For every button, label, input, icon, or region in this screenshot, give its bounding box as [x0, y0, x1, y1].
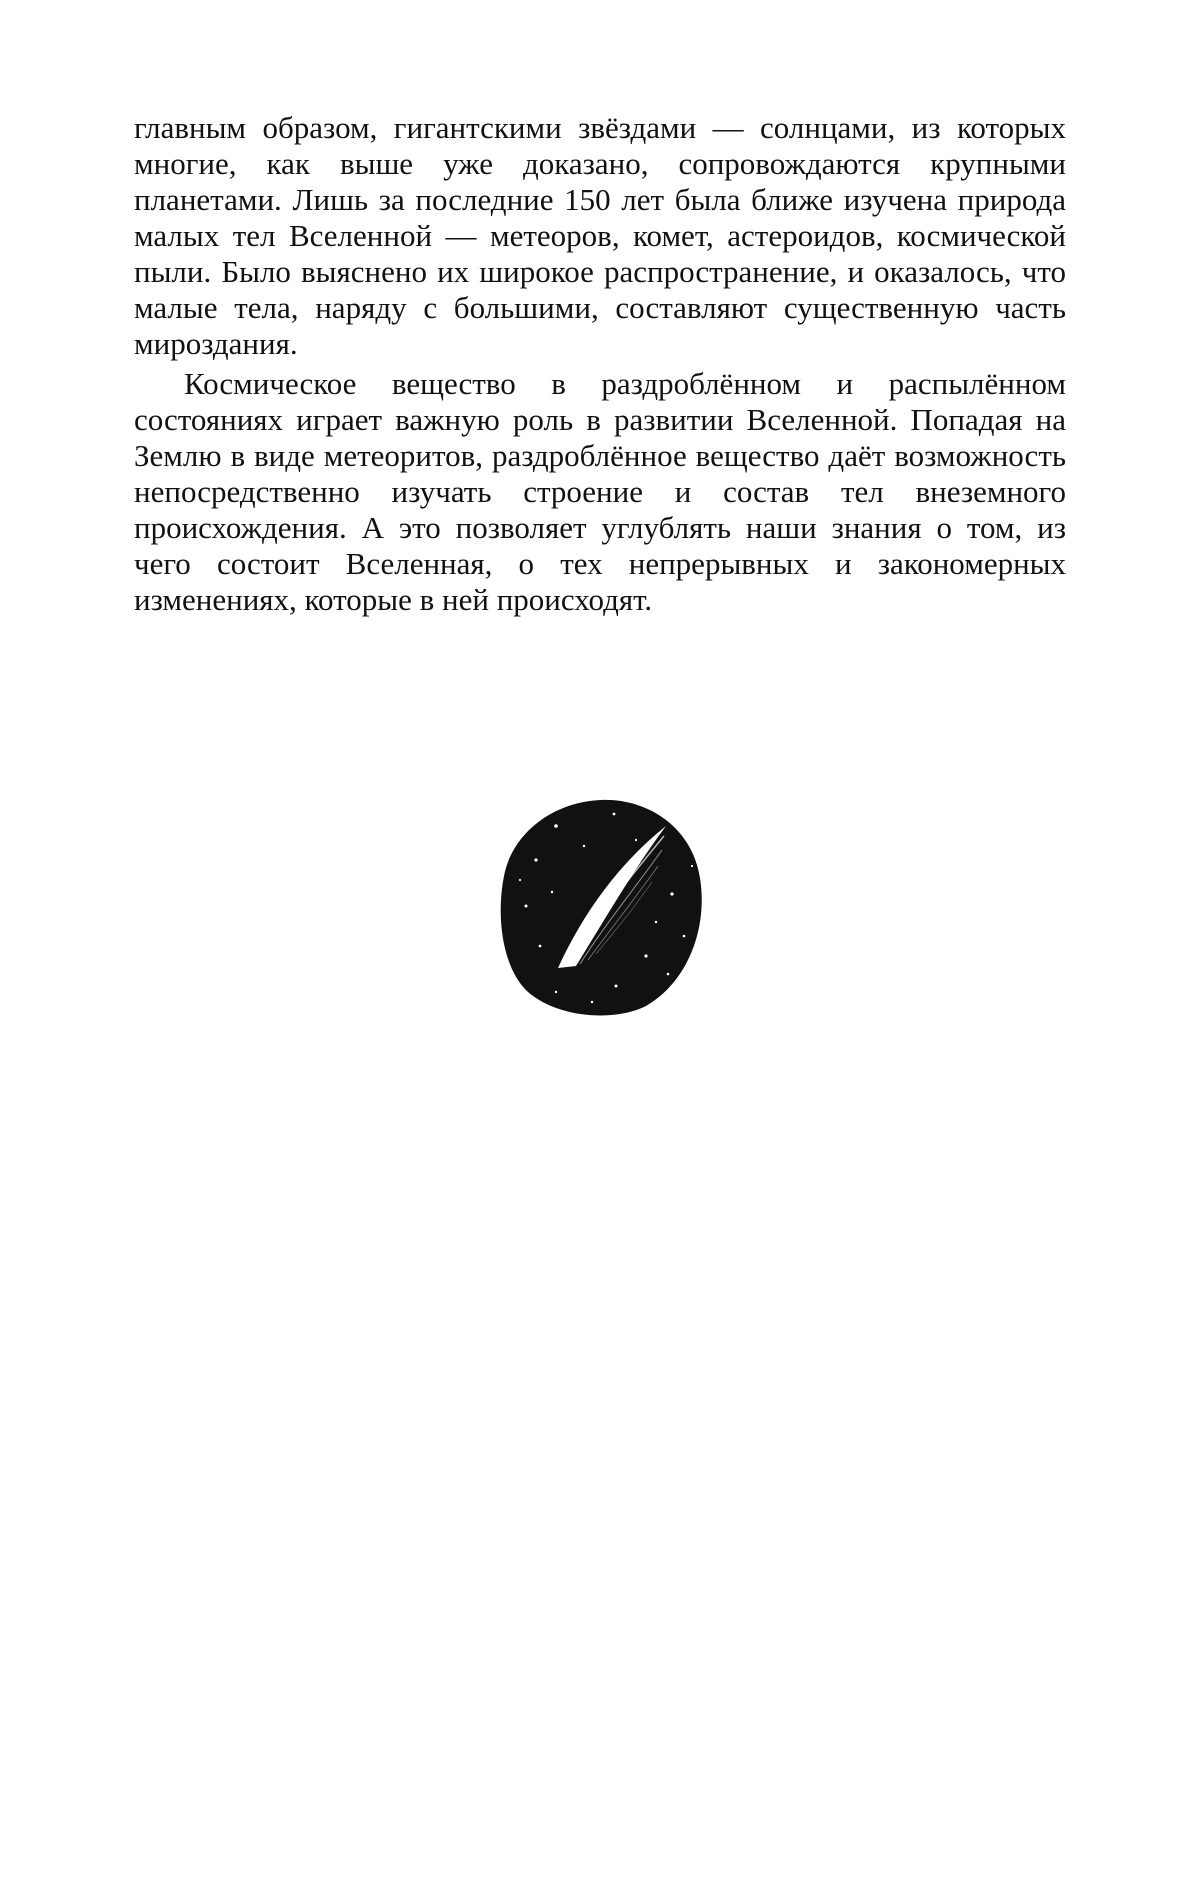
paragraph-2: Космическое вещество в раздроблённом и распылённом состояниях играет важную роль в развитии Вселенной. Попадая на Землю в виде метеоритов, раздроблённое вещество даёт возможность непосредственно изучать строение и состав тел внеземного происхождения. А это позволяет углублять наши знания о том, из чего состоит Вселенная, о тех непрерывных и закономерных изменениях, которые в ней происходят.: [134, 366, 1066, 617]
body-text: [134, 110, 1066, 618]
meteor-vignette-icon: [496, 796, 706, 1018]
paragraph-1: главным образом, гигантскими звёздами — солнцами, из которых многие, как выше уже доказано, сопровождаются крупными планетами. Лишь за последние 150 лет была ближе изучена природа малых тел Вселенной — метеоров, комет, астероидов, космической пыли. Было выяснено их широкое распространение, и оказалось, что малые тела, наряду с большими, составляют существенную часть мироздания.: [134, 110, 1066, 361]
